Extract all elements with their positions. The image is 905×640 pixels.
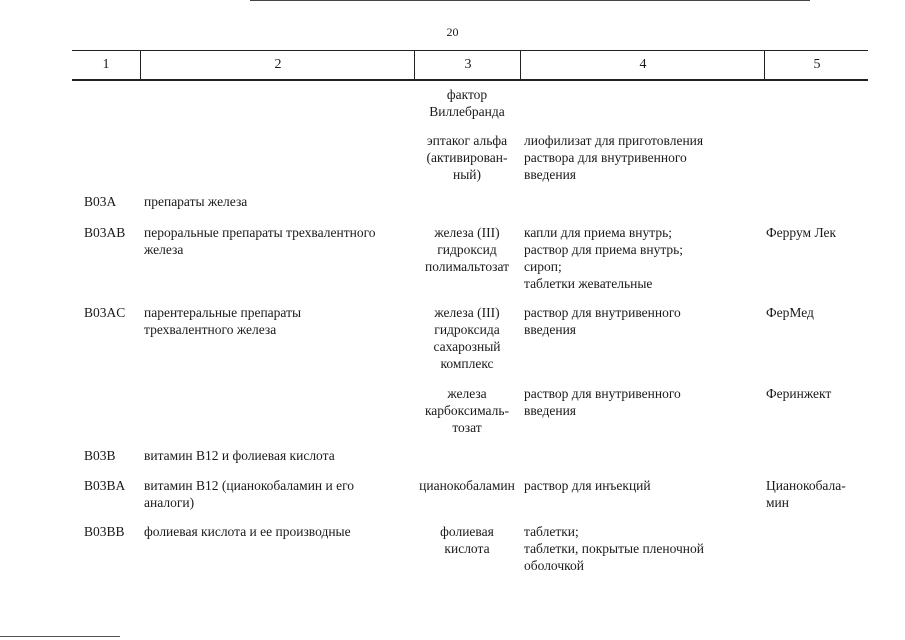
row-8-group: фолиевая кислота и ее производные: [144, 524, 351, 539]
header-col-4: 4: [520, 51, 765, 79]
page-number: 20: [446, 25, 459, 39]
header-col-1: 1: [102, 57, 110, 72]
row-3-form: капли для приема внутрь; раствор для приема внутрь; сироп; таблетки жевательные: [524, 225, 684, 291]
row-5-form: раствор для внутривенного введения: [524, 386, 681, 418]
row-3-trade: Феррум Лек: [766, 225, 837, 240]
row-1-form: лиофилизат для приготовления раствора для внутривенного введения: [524, 133, 704, 182]
row-0-substance: фактор Виллебранда: [429, 87, 505, 119]
row-4-code: B03AC: [84, 305, 126, 320]
row-7-code: B03BA: [84, 478, 126, 493]
row-2-group: препараты железа: [144, 194, 248, 209]
row-7-substance: цианокобаламин: [419, 478, 515, 493]
row-7-trade: Цианокобала- мин: [766, 478, 846, 510]
row-4-group: парентеральные препараты трехвалентного железа: [144, 305, 302, 337]
row-4-substance: железа (III) гидроксида сахарозный комплекс: [433, 305, 501, 371]
bottom-rule: [0, 636, 120, 637]
row-8-code: B03BB: [84, 524, 125, 539]
header-col-5: 5: [764, 51, 869, 79]
row-3-group: пероральные препараты трехвалентного железа: [144, 225, 376, 257]
row-8-substance: фолиевая кислота: [440, 524, 494, 556]
row-6-code: B03B: [84, 448, 116, 463]
row-4-trade: ФерМед: [766, 305, 814, 320]
header-col-2: 2: [140, 51, 415, 79]
row-7-form: раствор для инъекций: [524, 478, 651, 493]
row-3-code: B03AB: [84, 225, 126, 240]
row-8-form: таблетки; таблетки, покрытые пленочной оболочкой: [524, 524, 705, 573]
row-1-substance: эптаког альфа (активирован- ный): [426, 133, 508, 182]
top-rule: [250, 0, 810, 1]
row-5-substance: железа карбоксималь- тозат: [424, 386, 510, 435]
row-3-substance: железа (III) гидроксид полимальтозат: [424, 225, 510, 274]
row-5-trade: Феринжект: [766, 386, 832, 401]
table-header: [72, 50, 868, 81]
row-7-group: витамин B12 (цианокобаламин и его аналоги): [144, 478, 355, 510]
row-6-group: витамин B12 и фолиевая кислота: [144, 448, 335, 463]
row-2-code: B03A: [84, 194, 117, 209]
row-4-form: раствор для внутривенного введения: [524, 305, 681, 337]
header-col-3: 3: [414, 51, 521, 79]
